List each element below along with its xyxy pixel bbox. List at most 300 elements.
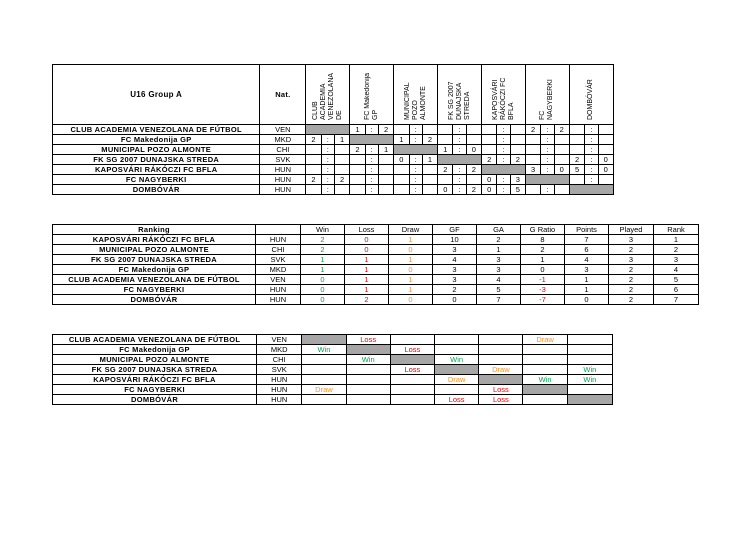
score-empty (422, 165, 437, 175)
ranking-loss: 1 (345, 255, 389, 265)
score-empty (510, 125, 525, 135)
ranking-nat: HUN (256, 235, 301, 245)
ranking-win: 2 (301, 235, 345, 245)
score-empty (378, 175, 393, 185)
score-empty (554, 155, 569, 165)
result-cell: Draw (435, 375, 479, 385)
team-name: CLUB ACADEMIA VENEZOLANA DE FÚTBOL (53, 335, 257, 345)
score-empty (598, 175, 614, 185)
self-cell (350, 135, 394, 145)
team-nat: MKD (257, 345, 302, 355)
ranking-ga: 3 (477, 265, 521, 275)
ranking-rank: 3 (654, 255, 699, 265)
score-away: 1 (378, 145, 393, 155)
score-home: 2 (306, 175, 321, 185)
score-away: 0 (598, 165, 614, 175)
score-home: 1 (438, 145, 453, 155)
ranking-ratio: 1 (521, 255, 565, 265)
score-away: 0 (598, 155, 614, 165)
result-cell (302, 355, 346, 365)
team-name: FC Makedonija GP (53, 345, 257, 355)
score-colon: : (585, 135, 598, 145)
self-cell (567, 395, 612, 405)
column-header-label: CLUB ACADEMIA VENEZOLANA DE (311, 73, 343, 120)
score-empty (554, 135, 569, 145)
ranking-ga: 1 (477, 245, 521, 255)
result-row (53, 345, 613, 355)
score-colon: : (409, 135, 422, 145)
group-row (53, 175, 614, 185)
score-empty (569, 145, 584, 155)
result-cell (346, 365, 390, 375)
self-cell (569, 185, 613, 195)
ranking-header-cell: G Ratio (521, 225, 565, 235)
result-cell: Draw (302, 385, 346, 395)
ranking-nat: VEN (256, 275, 301, 285)
score-colon: : (453, 135, 466, 145)
score-home: 0 (394, 155, 409, 165)
score-colon: : (321, 175, 334, 185)
result-cell: Win (567, 365, 612, 375)
result-cell: Loss (435, 395, 479, 405)
score-home: 2 (306, 135, 321, 145)
score-colon: : (365, 175, 378, 185)
ranking-win: 0 (301, 285, 345, 295)
result-cell (346, 395, 390, 405)
ranking-row (53, 275, 699, 285)
score-home: 0 (482, 185, 497, 195)
score-home: 0 (438, 185, 453, 195)
team-nat: HUN (260, 165, 306, 175)
result-cell (567, 385, 612, 395)
score-empty (525, 185, 540, 195)
score-away: 0 (466, 145, 481, 155)
self-cell (306, 125, 350, 135)
ranking-win: 1 (301, 255, 345, 265)
team-name: FC NAGYBERKI (53, 385, 257, 395)
nat-header: Nat. (260, 65, 306, 125)
score-empty (525, 155, 540, 165)
score-colon: : (541, 125, 554, 135)
result-cell (390, 335, 434, 345)
score-empty (350, 155, 365, 165)
ranking-ga: 2 (477, 235, 521, 245)
self-cell (302, 335, 346, 345)
self-cell (435, 365, 479, 375)
result-cell (346, 375, 390, 385)
ranking-played: 2 (609, 245, 654, 255)
group-row (53, 145, 614, 155)
score-home: 2 (438, 165, 453, 175)
score-empty (569, 125, 584, 135)
ranking-points: 4 (565, 255, 609, 265)
ranking-header-cell: GA (477, 225, 521, 235)
team-nat: HUN (260, 175, 306, 185)
ranking-team: CLUB ACADEMIA VENEZOLANA DE FÚTBOL (53, 275, 256, 285)
self-cell (482, 165, 526, 175)
score-empty (422, 175, 437, 185)
score-empty (569, 135, 584, 145)
ranking-played: 2 (609, 275, 654, 285)
team-name: DOMBÓVÁR (53, 395, 257, 405)
score-away: 2 (466, 165, 481, 175)
column-header-label: KAPOSVÁRI RÁKÓCZI FC BFLA (491, 77, 515, 120)
score-empty (350, 165, 365, 175)
team-name: FC NAGYBERKI (53, 175, 260, 185)
ranking-team: FC NAGYBERKI (53, 285, 256, 295)
team-name: KAPOSVÁRI RÁKÓCZI FC BFLA (53, 375, 257, 385)
score-colon: : (541, 165, 554, 175)
result-cell: Draw (523, 335, 567, 345)
ranking-ga: 3 (477, 255, 521, 265)
group-row (53, 125, 614, 135)
ranking-gf: 0 (433, 295, 477, 305)
score-colon: : (453, 165, 466, 175)
score-home: 2 (350, 145, 365, 155)
ranking-ratio: -3 (521, 285, 565, 295)
ranking-header-cell: Points (565, 225, 609, 235)
ranking-played: 3 (609, 235, 654, 245)
ranking-draw: 0 (389, 245, 433, 255)
score-colon: : (541, 135, 554, 145)
ranking-row (53, 255, 699, 265)
score-empty (510, 145, 525, 155)
score-empty (350, 185, 365, 195)
score-home: 1 (394, 135, 409, 145)
ranking-gf: 3 (433, 245, 477, 255)
result-cell (435, 345, 479, 355)
result-row (53, 395, 613, 405)
score-empty (598, 125, 614, 135)
ranking-team: KAPOSVÁRI RÁKÓCZI FC BFLA (53, 235, 256, 245)
score-empty (422, 125, 437, 135)
column-header (482, 65, 526, 125)
ranking-gf: 10 (433, 235, 477, 245)
score-colon: : (365, 145, 378, 155)
score-empty (394, 185, 409, 195)
ranking-draw: 1 (389, 255, 433, 265)
score-empty (438, 135, 453, 145)
self-cell (438, 155, 482, 165)
result-row (53, 365, 613, 375)
result-row (53, 355, 613, 365)
team-nat: VEN (260, 125, 306, 135)
column-header-label: FC NAGYBERKI (539, 79, 555, 120)
score-colon: : (497, 185, 510, 195)
ranking-loss: 1 (345, 285, 389, 295)
score-empty (466, 175, 481, 185)
score-colon: : (541, 185, 554, 195)
score-empty (378, 155, 393, 165)
self-cell (346, 345, 390, 355)
column-header (350, 65, 394, 125)
ranking-team: MUNICIPAL POZO ALMONTE (53, 245, 256, 255)
ranking-loss: 2 (345, 295, 389, 305)
result-cell (435, 385, 479, 395)
result-row (53, 335, 613, 345)
score-empty (378, 165, 393, 175)
ranking-draw: 1 (389, 285, 433, 295)
ranking-draw: 0 (389, 265, 433, 275)
ranking-points: 1 (565, 285, 609, 295)
ranking-row (53, 285, 699, 295)
ranking-gf: 3 (433, 275, 477, 285)
score-colon: : (497, 125, 510, 135)
score-empty (334, 145, 349, 155)
self-cell (394, 145, 438, 155)
score-empty (350, 175, 365, 185)
result-row (53, 375, 613, 385)
result-cell: Loss (479, 395, 523, 405)
ranking-nat: MKD (256, 265, 301, 275)
team-name: CLUB ACADEMIA VENEZOLANA DE FÚTBOL (53, 125, 260, 135)
score-empty (554, 185, 569, 195)
column-header (306, 65, 350, 125)
ranking-loss: 1 (345, 275, 389, 285)
group-row (53, 135, 614, 145)
score-empty (334, 185, 349, 195)
score-empty (482, 135, 497, 145)
group-title: U16 Group A (53, 65, 260, 125)
score-home: 0 (482, 175, 497, 185)
score-away: 5 (510, 185, 525, 195)
result-cell: Win (302, 345, 346, 355)
score-empty (334, 155, 349, 165)
score-colon: : (585, 165, 598, 175)
team-nat: HUN (257, 385, 302, 395)
team-nat: CHI (260, 145, 306, 155)
team-nat: SVK (260, 155, 306, 165)
result-cell (390, 385, 434, 395)
ranking-header-cell: Win (301, 225, 345, 235)
score-empty (394, 175, 409, 185)
result-cell (523, 395, 567, 405)
team-nat: CHI (257, 355, 302, 365)
ranking-ratio: -7 (521, 295, 565, 305)
result-cell (390, 395, 434, 405)
score-empty (394, 165, 409, 175)
ranking-played: 2 (609, 295, 654, 305)
ranking-ratio: -1 (521, 275, 565, 285)
score-colon: : (541, 155, 554, 165)
result-cell (346, 385, 390, 395)
result-cell: Loss (346, 335, 390, 345)
score-empty (306, 155, 321, 165)
score-home: 2 (525, 125, 540, 135)
ranking-ga: 4 (477, 275, 521, 285)
ranking-gf: 2 (433, 285, 477, 295)
score-empty (306, 165, 321, 175)
score-empty (306, 145, 321, 155)
score-away: 2 (554, 125, 569, 135)
result-cell (567, 345, 612, 355)
ranking-played: 3 (609, 255, 654, 265)
ranking-played: 2 (609, 285, 654, 295)
self-cell (525, 175, 569, 185)
ranking-team: FC Makedonija GP (53, 265, 256, 275)
column-header (438, 65, 482, 125)
score-colon: : (497, 145, 510, 155)
score-empty (569, 175, 584, 185)
score-empty (510, 135, 525, 145)
column-header (525, 65, 569, 125)
score-empty (438, 125, 453, 135)
ranking-win: 0 (301, 275, 345, 285)
result-cell (302, 395, 346, 405)
score-home: 1 (350, 125, 365, 135)
ranking-points: 3 (565, 265, 609, 275)
ranking-points: 7 (565, 235, 609, 245)
result-cell (523, 345, 567, 355)
ranking-rank: 7 (654, 295, 699, 305)
score-colon: : (365, 125, 378, 135)
ranking-rank: 6 (654, 285, 699, 295)
ranking-header-cell: GF (433, 225, 477, 235)
score-home: 3 (525, 165, 540, 175)
column-header-label: FC Makedonija GP (363, 72, 379, 120)
score-colon: : (321, 185, 334, 195)
ranking-points: 6 (565, 245, 609, 255)
ranking-nat: HUN (256, 295, 301, 305)
ranking-points: 0 (565, 295, 609, 305)
ranking-row (53, 295, 699, 305)
score-empty (482, 145, 497, 155)
ranking-row (53, 265, 699, 275)
ranking-team: DOMBÓVÁR (53, 295, 256, 305)
ranking-draw: 0 (389, 295, 433, 305)
score-colon: : (365, 155, 378, 165)
team-nat: HUN (260, 185, 306, 195)
ranking-ga: 5 (477, 285, 521, 295)
score-empty (598, 135, 614, 145)
result-cell (435, 335, 479, 345)
result-cell (302, 365, 346, 375)
score-away: 2 (378, 125, 393, 135)
result-cell: Win (567, 375, 612, 385)
score-home: 5 (569, 165, 584, 175)
score-home: 2 (569, 155, 584, 165)
ranking-win: 0 (301, 295, 345, 305)
result-cell (523, 365, 567, 375)
score-home: 2 (482, 155, 497, 165)
ranking-nat: CHI (256, 245, 301, 255)
result-cell: Loss (390, 345, 434, 355)
score-away: 2 (334, 175, 349, 185)
team-nat: SVK (257, 365, 302, 375)
team-nat: HUN (257, 395, 302, 405)
group-matrix-table (52, 64, 614, 195)
ranking-row (53, 245, 699, 255)
score-empty (334, 165, 349, 175)
score-empty (378, 185, 393, 195)
ranking-header-cell: Played (609, 225, 654, 235)
ranking-ratio: 2 (521, 245, 565, 255)
score-empty (306, 185, 321, 195)
ranking-rank: 1 (654, 235, 699, 245)
ranking-win: 1 (301, 265, 345, 275)
team-nat: HUN (257, 375, 302, 385)
score-colon: : (585, 145, 598, 155)
score-colon: : (453, 125, 466, 135)
score-away: 2 (510, 155, 525, 165)
ranking-rank: 2 (654, 245, 699, 255)
group-row (53, 185, 614, 195)
column-header-label: DOMBÓVÁR (587, 79, 595, 120)
team-nat: VEN (257, 335, 302, 345)
score-colon: : (321, 135, 334, 145)
self-cell (479, 375, 523, 385)
result-cell: Draw (479, 365, 523, 375)
ranking-nat: HUN (256, 285, 301, 295)
group-row (53, 165, 614, 175)
score-colon: : (453, 185, 466, 195)
score-empty (438, 175, 453, 185)
score-colon: : (585, 175, 598, 185)
result-cell: Win (435, 355, 479, 365)
result-cell: Win (523, 375, 567, 385)
score-empty (598, 145, 614, 155)
team-name: FK SG 2007 DUNAJSKA STREDA (53, 155, 260, 165)
result-cell (479, 355, 523, 365)
results-matrix-table (52, 334, 613, 405)
team-name: KAPOSVÁRI RÁKÓCZI FC BFLA (53, 165, 260, 175)
ranking-draw: 1 (389, 275, 433, 285)
ranking-loss: 1 (345, 265, 389, 275)
ranking-nat: SVK (256, 255, 301, 265)
ranking-header-cell: Draw (389, 225, 433, 235)
score-away: 1 (422, 155, 437, 165)
result-cell (390, 375, 434, 385)
result-cell (479, 335, 523, 345)
ranking-rank: 5 (654, 275, 699, 285)
team-name: MUNICIPAL POZO ALMONTE (53, 355, 257, 365)
score-colon: : (453, 175, 466, 185)
score-colon: : (409, 185, 422, 195)
ranking-rank: 4 (654, 265, 699, 275)
score-away: 2 (466, 185, 481, 195)
score-away: 2 (422, 135, 437, 145)
self-cell (390, 355, 434, 365)
column-header (569, 65, 613, 125)
score-empty (466, 125, 481, 135)
score-colon: : (585, 155, 598, 165)
result-cell: Win (346, 355, 390, 365)
score-colon: : (453, 145, 466, 155)
ranking-team: FK SG 2007 DUNAJSKA STREDA (53, 255, 256, 265)
ranking-header-cell (256, 225, 301, 235)
ranking-gf: 4 (433, 255, 477, 265)
score-colon: : (365, 185, 378, 195)
result-cell (479, 345, 523, 355)
ranking-header-cell: Loss (345, 225, 389, 235)
ranking-loss: 0 (345, 245, 389, 255)
result-cell (567, 355, 612, 365)
ranking-table (52, 224, 699, 305)
result-cell (523, 355, 567, 365)
score-colon: : (585, 125, 598, 135)
score-colon: : (321, 165, 334, 175)
result-row (53, 385, 613, 395)
ranking-loss: 0 (345, 235, 389, 245)
score-colon: : (321, 145, 334, 155)
score-colon: : (409, 165, 422, 175)
column-header-label: FK SG 2007 DUNAJSKA STREDA (447, 81, 471, 120)
score-colon: : (409, 175, 422, 185)
ranking-header-cell: Rank (654, 225, 699, 235)
ranking-played: 2 (609, 265, 654, 275)
ranking-ratio: 8 (521, 235, 565, 245)
score-colon: : (541, 145, 554, 155)
